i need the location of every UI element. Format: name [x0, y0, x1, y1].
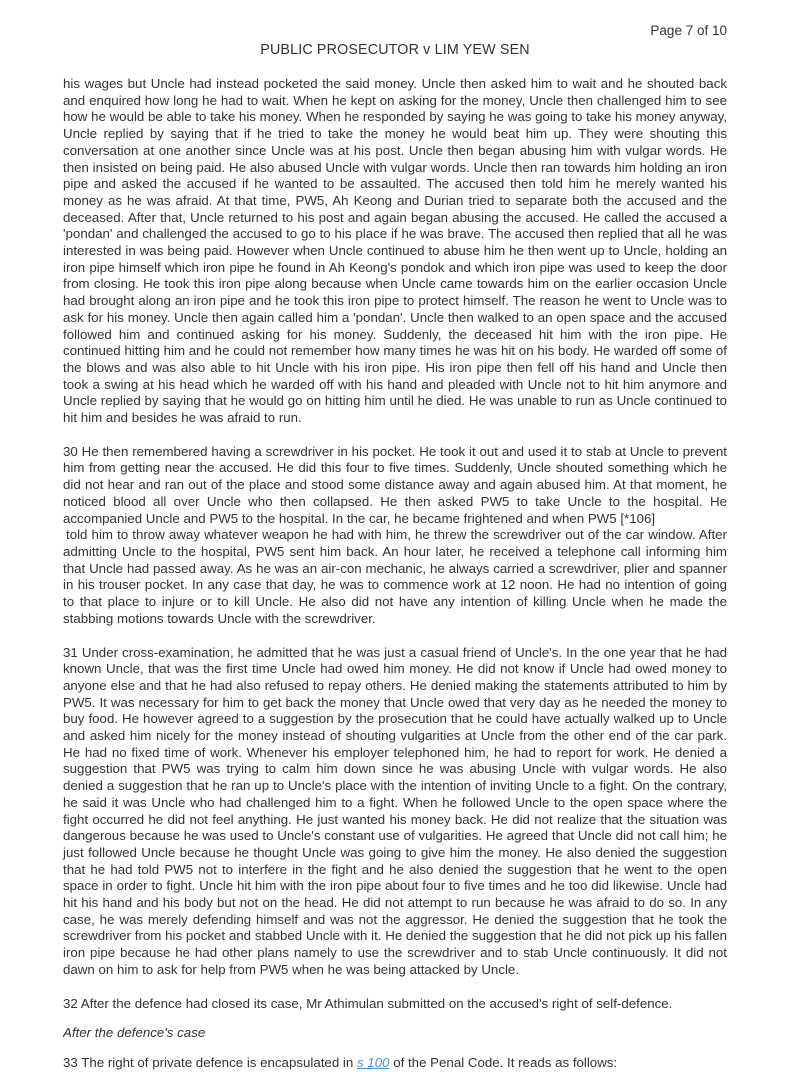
paragraph-33-text-before: 33 The right of private defence is encapsulated in: [63, 1054, 357, 1070]
case-title: PUBLIC PROSECUTOR v LIM YEW SEN: [260, 42, 530, 58]
page-header: [63, 22, 727, 59]
paragraph-30-part1: 30 He then remembered having a screwdriver in his pocket. He took it out and used it to stab at Uncle to prevent him from getting near the accused. He did this four to five times. Suddenly, Uncle shouted something which he did not hear and ran out of the place and stood some distance away and again abused him. At that moment, he noticed blood all over Uncle who then collapsed. He then asked PW5 to take Uncle to the hospital. He accompanied Uncle and PW5 to the hospital. In the car, he became frightened and when PW5 [*106]: [63, 443, 727, 526]
page-number: Page 7 of 10: [650, 23, 727, 38]
paragraph-30: [63, 444, 727, 628]
paragraph-33-text-after: of the Penal Code. It reads as follows:: [389, 1054, 618, 1070]
paragraph-32: 32 After the defence had closed its case, Mr Athimulan submitted on the accused's right of self-defence.: [63, 995, 673, 1011]
document-body: [63, 76, 727, 1072]
paragraph-31: 31 Under cross-examination, he admitted that he was just a casual friend of Uncle's. In the one year that he had known Uncle, that was the first time Uncle had owed him money. He did not know if Uncle had owed money to anyone else and that he had also refused to repay others. He denied making the statements attributed to him by PW5. It was necessary for him to get back the money that Uncle owed that very day as he needed the money to buy food. He however agreed to a suggestion by the prosecution that he could have actually walked up to Uncle and asked him nicely for the money instead of shouting vulgarities at Uncle from the other end of the car park. He had no fixed time of work. Whenever his employer telephoned him, he had to report for work. He denied a suggestion that PW5 was trying to calm him down since he was abusing Uncle with vulgar words. He also denied a suggestion that he ran up to Uncle's place with the intention of inviting Uncle to a fight. On the contrary, he said it was Uncle who had challenged him to a fight. When he followed Uncle to the open space where the fight occurred he did not feel anything. He just wanted his money back. He did not realize that the situation was dangerous because he was used to Uncle's constant use of vulgarities. He agreed that Uncle did not call him; he just followed Uncle because he thought Uncle was going to give him the money. He also denied the suggestion that he had told PW5 not to interfere in the fight and he also denied the suggestion that he went to the open space in order to fight. Uncle hit him with the iron pipe about four to five times and he too did likewise. Uncle had hit his hand and his body but not on the head. He did not attempt to run because he was afraid to do so. In any case, he was merely defending himself and was not the aggressor. He denied the suggestion that he took the screwdriver from his pocket and stabbed Uncle with it. He denied the suggestion that he did not pick up his fallen iron pipe because he had other plans namely to use the screwdriver and to stab Uncle continuously. It did not dawn on him to ask for help from PW5 when he was being attacked by Uncle.: [63, 644, 727, 977]
paragraph-continuation: his wages but Uncle had instead pocketed the said money. Uncle then asked him to wait and he shouted back and enquired how long he had to wait. When he kept on asking for the money, Uncle then challenged him to see how he would be able to take his money. When he responded by saying he was going to take his money anyway, Uncle replied by saying that if he tried to take the money he would beat him up. They were shouting this conversation at one another since Uncle was at his post. Uncle then began abusing him with vulgar words. He then insisted on being paid. He also abused Uncle with vulgar words. Uncle then ran towards him holding an iron pipe and asked the accused if he wanted to be assaulted. The accused then told him he merely wanted his money as he was afraid. At that time, PW5, Ah Keong and Durian tried to separate both the accused and the deceased. After that, Uncle returned to his post and again began abusing the accused. He called the accused a 'pondan' and challenged the accused to go to his place if he was brave. The accused then replied that all he was interested in was being paid. However when Uncle continued to abuse him he then went up to Uncle, holding an iron pipe himself which iron pipe he found in Ah Keong's pondok and which iron pipe was used to keep the door from closing. He took this iron pipe along because when Uncle came towards him on the earlier occasion Uncle had brought along an iron pipe and he took this iron pipe to protect himself. The reason he went to Uncle was to ask for his money. Uncle then again called him a 'pondan'. Uncle then walked to an open space and the accused followed him and continued asking for his money. Suddenly, the deceased hit him with the iron pipe. He continued hitting him and he could not remember how many times he was hit on his body. He warded off some of the blows and was also able to hit Uncle with his iron pipe. His iron pipe then fell off his hand and Uncle then took a swing at his head which he warded off with his hand and pleaded with Uncle not to hit him anymore and Uncle replied by saying that he would go on hitting him until he died. He was unable to run as Uncle continued to hit him and besides he was afraid to run.: [63, 76, 728, 426]
statute-link-s100[interactable]: s 100: [356, 1054, 390, 1070]
paragraph-30-part2: told him to throw away whatever weapon he had with him, he threw the screwdriver out of the car window. After admitting Uncle to the hospital, PW5 sent him back. An hour later, he received a telephone call informing him that Uncle had passed away. As he was an air-con mechanic, he always carried a screwdriver, plier and spanner in his trouser pocket. In any case that day, he was to commence work at 12 noon. He had no intention of going to that place to injure or to kill Uncle. He also did not have any intention of killing Uncle when he made the stabbing motions towards Uncle with the screwdriver.: [63, 527, 727, 626]
section-heading-after-defence: After the defence's case: [63, 1025, 206, 1041]
paragraph-33: [63, 1055, 727, 1072]
